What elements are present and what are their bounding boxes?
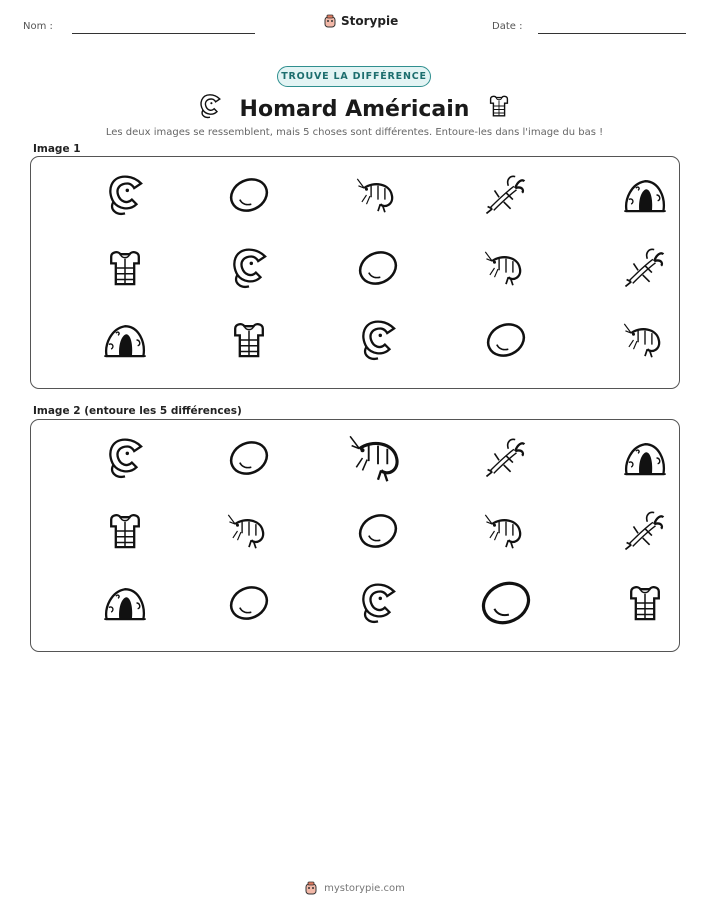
image2-shrimp-icon[interactable]: [226, 508, 272, 554]
image1-claw-icon[interactable]: [102, 172, 148, 218]
image1-shrimp-icon[interactable]: [483, 245, 529, 291]
image2-lobster-icon[interactable]: [483, 435, 529, 481]
image1-armor-icon[interactable]: [226, 317, 272, 363]
image1-egg-icon[interactable]: [483, 317, 529, 363]
image2-egg-icon[interactable]: [226, 580, 272, 626]
image2-armor-icon[interactable]: [622, 580, 668, 626]
image2-rock-icon[interactable]: [622, 435, 668, 481]
armor-title-icon: [485, 92, 513, 126]
image1-egg-icon[interactable]: [226, 172, 272, 218]
image2-egg-icon[interactable]: [226, 435, 272, 481]
instructions: Les deux images se ressemblent, mais 5 choses sont différentes. Entoure-les dans l'image du bas !: [105, 127, 604, 138]
image2-label: Image 2 (entoure les 5 différences): [33, 405, 242, 417]
image2-armor-icon[interactable]: [102, 508, 148, 554]
image1-egg-icon[interactable]: [355, 245, 401, 291]
footer: [0, 881, 709, 895]
image1-shrimp-icon[interactable]: [355, 172, 401, 218]
image2-rock-icon[interactable]: [102, 580, 148, 626]
image2-claw-icon[interactable]: [355, 580, 401, 626]
storypie-mascot-icon: [304, 881, 318, 895]
image1-lobster-icon[interactable]: [483, 172, 529, 218]
image1-panel: [30, 156, 680, 389]
footer-site: mystorypie.com: [324, 882, 405, 894]
date-field[interactable]: [538, 33, 686, 34]
title-row: [0, 92, 709, 126]
claw-title-icon: [196, 92, 224, 126]
image1-shrimp-icon[interactable]: [622, 317, 668, 363]
image1-lobster-icon[interactable]: [622, 245, 668, 291]
brand-name: Storypie: [341, 14, 399, 28]
image2-egg-icon[interactable]: [477, 574, 535, 632]
image2-claw-icon[interactable]: [102, 435, 148, 481]
image2-shrimp-icon[interactable]: [347, 427, 409, 489]
brand-logo: [323, 14, 398, 28]
image1-rock-icon[interactable]: [622, 172, 668, 218]
image2-shrimp-icon[interactable]: [483, 508, 529, 554]
date-label: Date :: [492, 21, 523, 32]
image1-claw-icon[interactable]: [226, 245, 272, 291]
image2-egg-icon[interactable]: [355, 508, 401, 554]
image1-claw-icon[interactable]: [355, 317, 401, 363]
storypie-mascot-icon: [323, 14, 337, 28]
image1-rock-icon[interactable]: [102, 317, 148, 363]
activity-badge: TROUVE LA DIFFÉRENCE: [277, 66, 431, 87]
image1-label: Image 1: [33, 143, 81, 155]
image2-panel: [30, 419, 680, 652]
image2-lobster-icon[interactable]: [622, 508, 668, 554]
name-label: Nom :: [23, 21, 53, 32]
name-field[interactable]: [72, 33, 255, 34]
page-title: Homard Américain: [239, 96, 470, 122]
image1-armor-icon[interactable]: [102, 245, 148, 291]
